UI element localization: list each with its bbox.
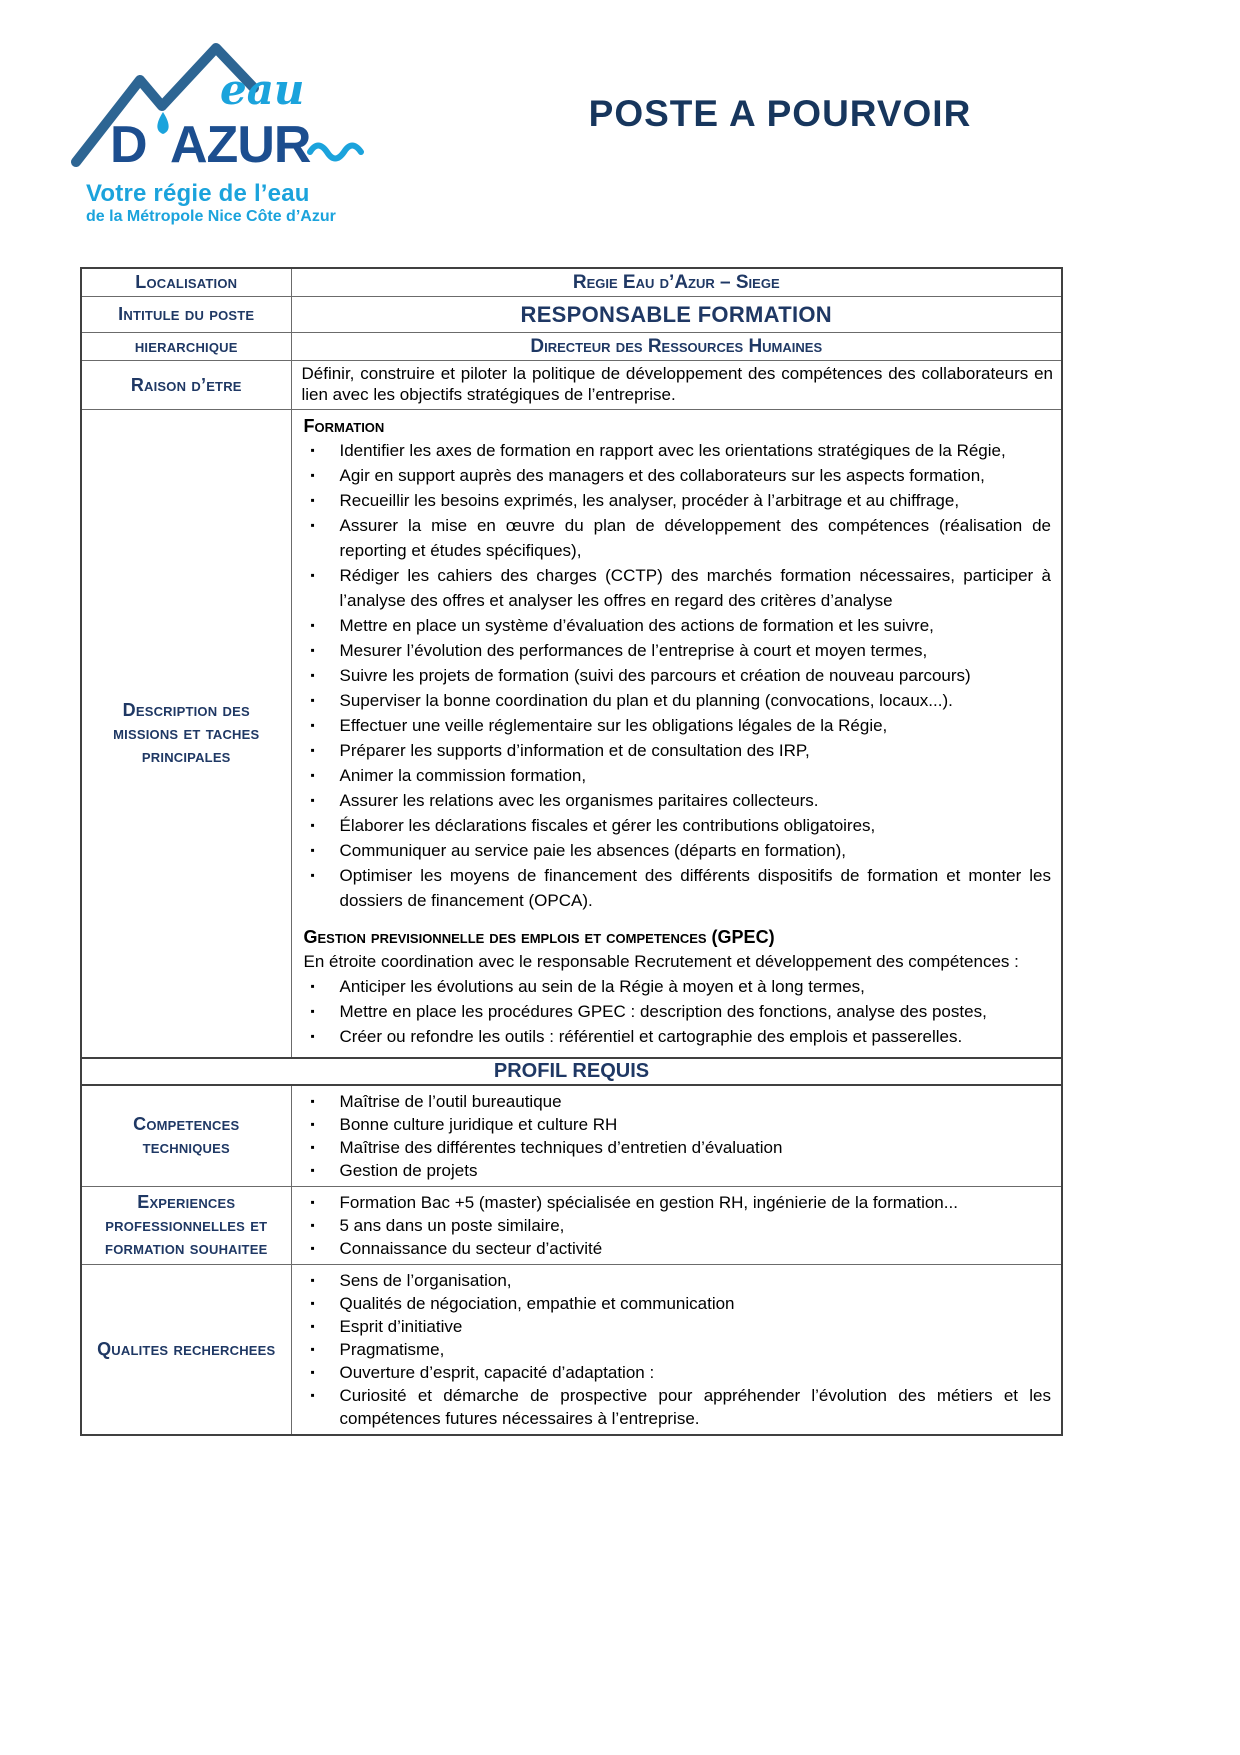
competences-bullet-list <box>304 1090 1052 1182</box>
localisation-label: Localisation <box>81 268 291 297</box>
bullet-item: ▪ Anticiper les évolutions au sein de la Régie à moyen et à long termes, <box>304 974 1052 999</box>
bullet-item: ▪ Gestion de projets <box>304 1159 1052 1182</box>
bullet-item: ▪ Identifier les axes de formation en rapport avec les orientations stratégiques de la Régie, <box>304 438 1052 463</box>
bullet-item: ▪ Animer la commission formation, <box>304 763 1052 788</box>
logo-tagline-primary: Votre régie de l’eau <box>86 180 310 207</box>
experiences-label: Experiences professionnelles et formation souhaitee <box>81 1187 291 1265</box>
table-row-intitule <box>81 297 1062 333</box>
bullet-item: ▪ Suivre les projets de formation (suivi des parcours et création de nouveau parcours) <box>304 663 1052 688</box>
bullet-item: ▪ Recueillir les besoins exprimés, les analyser, procéder à l’arbitrage et au chiffrage, <box>304 488 1052 513</box>
hierarchique-label: hierarchique <box>81 333 291 361</box>
gpec-section-heading: Gestion previsionnelle des emplois et competences (GPEC) <box>303 927 775 947</box>
raison-detre-value: Définir, construire et piloter la politique de développement des compétences des collaborateurs en lien avec les objectifs stratégiques de l’entreprise. <box>291 361 1062 410</box>
missions-content <box>291 410 1062 1059</box>
bullet-item: ▪ Ouverture d’esprit, capacité d’adaptation : <box>304 1361 1052 1384</box>
water-drop-icon <box>157 112 168 134</box>
page-title: POSTE A POURVOIR <box>588 93 972 134</box>
formation-bullet-list <box>304 438 1052 913</box>
experiences-bullet-list <box>304 1191 1052 1260</box>
bullet-item: ▪ Mesurer l’évolution des performances de l’entreprise à court et moyen termes, <box>304 638 1052 663</box>
job-posting-table <box>80 267 1063 1436</box>
profil-requis-heading: PROFIL REQUIS <box>81 1058 1062 1085</box>
bullet-item: ▪ Assurer la mise en œuvre du plan de développement des compétences (réalisation de reporting et études spécifiques), <box>304 513 1052 563</box>
bullet-item: ▪ Créer ou refondre les outils : référentiel et cartographie des emplois et passerelles. <box>304 1024 1052 1049</box>
intitule-label: Intitule du poste <box>81 297 291 333</box>
bullet-item: ▪ Optimiser les moyens de financement des différents dispositifs de formation et monter les dossiers de financement (OPCA). <box>304 863 1052 913</box>
competences-content <box>291 1085 1062 1187</box>
bullet-item: ▪ Rédiger les cahiers des charges (CCTP) des marchés formation nécessaires, participer à l’analyse des offres et analyser les offres en regard des critères d’analyse <box>304 563 1052 613</box>
qualites-bullet-list <box>304 1269 1052 1430</box>
bullet-item: ▪ Sens de l’organisation, <box>304 1269 1052 1292</box>
bullet-item: ▪ Pragmatisme, <box>304 1338 1052 1361</box>
table-row-localisation <box>81 268 1062 297</box>
table-row-competences <box>81 1085 1062 1187</box>
bullet-item: ▪ Bonne culture juridique et culture RH <box>304 1113 1052 1136</box>
bullet-item: ▪ Agir en support auprès des managers et des collaborateurs sur les aspects formation, <box>304 463 1052 488</box>
formation-section-heading: Formation <box>303 416 385 436</box>
logo-word-eau: eau <box>220 65 305 114</box>
competences-label: Competences techniques <box>81 1085 291 1187</box>
bullet-item: ▪ Maîtrise des différentes techniques d’entretien d’évaluation <box>304 1136 1052 1159</box>
table-row-raison-detre <box>81 361 1062 410</box>
bullet-item: ▪ Effectuer une veille réglementaire sur les obligations légales de la Régie, <box>304 713 1052 738</box>
logo-word-azur: AZUR <box>170 116 311 174</box>
table-row-hierarchique <box>81 333 1062 361</box>
gpec-intro-paragraph: En étroite coordination avec le responsable Recrutement et développement des compétences : <box>303 952 1019 971</box>
bullet-item: ▪ Maîtrise de l’outil bureautique <box>304 1090 1052 1113</box>
hierarchique-value: Directeur des Ressources Humaines <box>291 333 1062 361</box>
bullet-item: ▪ Assurer les relations avec les organismes paritaires collecteurs. <box>304 788 1052 813</box>
gpec-bullet-list <box>304 974 1052 1049</box>
bullet-item: ▪ Superviser la bonne coordination du plan et du planning (convocations, locaux...). <box>304 688 1052 713</box>
logo-tagline-secondary: de la Métropole Nice Côte d’Azur <box>86 208 336 225</box>
table-row-experiences <box>81 1187 1062 1265</box>
logo-graphic <box>70 40 370 180</box>
bullet-item: ▪ 5 ans dans un poste similaire, <box>304 1214 1052 1237</box>
bullet-item: ▪ Esprit d’initiative <box>304 1315 1052 1338</box>
qualites-content <box>291 1265 1062 1436</box>
eau-dazur-logo <box>70 40 380 227</box>
wave-icon <box>310 146 361 159</box>
bullet-item: ▪ Mettre en place les procédures GPEC : description des fonctions, analyse des postes, <box>304 999 1052 1024</box>
document-header <box>0 0 1240 267</box>
bullet-item: ▪ Curiosité et démarche de prospective pour appréhender l’évolution des métiers et les compétences futures nécessaires à l’entreprise. <box>304 1384 1052 1430</box>
raison-detre-label: Raison d’etre <box>81 361 291 410</box>
bullet-item: ▪ Préparer les supports d’information et de consultation des IRP, <box>304 738 1052 763</box>
table-row-missions <box>81 410 1062 1059</box>
table-row-qualites <box>81 1265 1062 1436</box>
bullet-item: ▪ Qualités de négociation, empathie et communication <box>304 1292 1052 1315</box>
bullet-item: ▪ Formation Bac +5 (master) spécialisée en gestion RH, ingénierie de la formation... <box>304 1191 1052 1214</box>
missions-label: Description des missions et taches principales <box>81 410 291 1059</box>
experiences-content <box>291 1187 1062 1265</box>
bullet-item: ▪ Connaissance du secteur d’activité <box>304 1237 1052 1260</box>
localisation-value: Regie Eau d’Azur – Siege <box>291 268 1062 297</box>
logo-letter-d: D <box>110 116 147 174</box>
bullet-item: ▪ Élaborer les déclarations fiscales et gérer les contributions obligatoires, <box>304 813 1052 838</box>
intitule-value: RESPONSABLE FORMATION <box>291 297 1062 333</box>
bullet-item: ▪ Communiquer au service paie les absences (départs en formation), <box>304 838 1052 863</box>
bullet-item: ▪ Mettre en place un système d’évaluation des actions de formation et les suivre, <box>304 613 1052 638</box>
qualites-label: Qualites recherchees <box>81 1265 291 1436</box>
table-row-profil-requis <box>81 1058 1062 1085</box>
